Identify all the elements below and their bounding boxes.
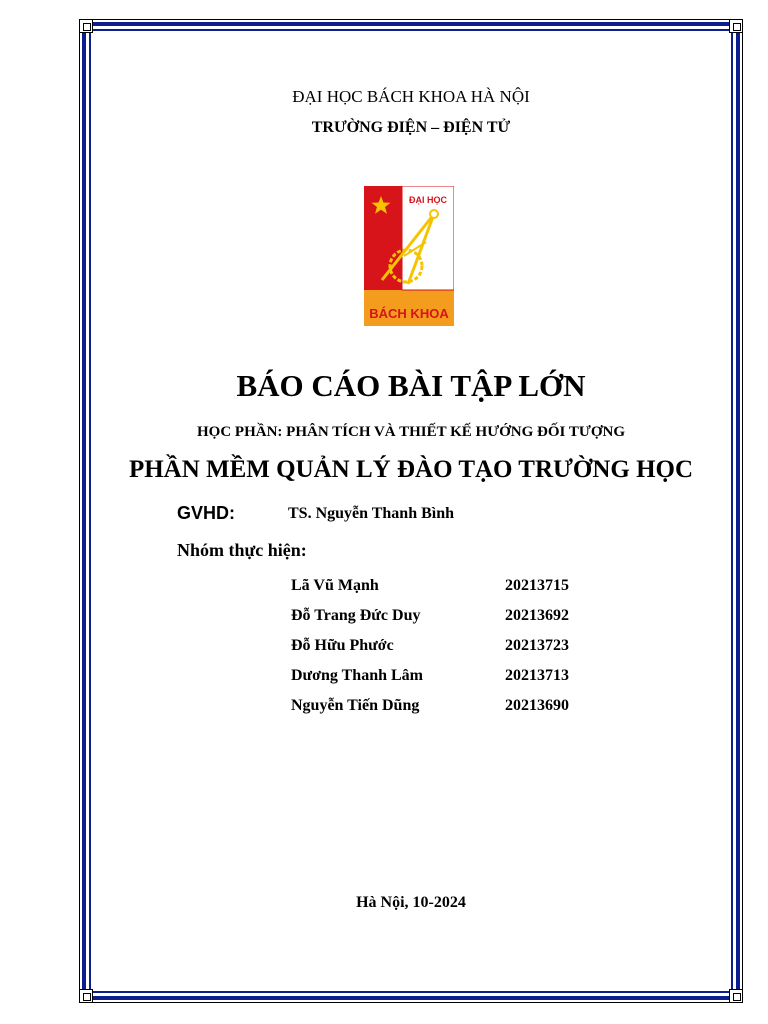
member-row bbox=[291, 697, 611, 719]
school-name: TRƯỜNG ĐIỆN – ĐIỆN TỬ bbox=[311, 119, 511, 136]
member-name: Đỗ Trang Đức Duy bbox=[291, 607, 421, 624]
supervisor-name: TS. Nguyễn Thanh Bình bbox=[288, 505, 455, 522]
border-corner-bottom-right bbox=[729, 989, 743, 1003]
member-name: Lã Vũ Mạnh bbox=[291, 577, 379, 594]
border-corner-top-left bbox=[79, 19, 93, 33]
member-row bbox=[291, 667, 611, 689]
member-id: 20213723 bbox=[505, 637, 569, 654]
place-date: Hà Nội, 10-2024 bbox=[356, 894, 466, 911]
member-row bbox=[291, 577, 611, 599]
member-id: 20213690 bbox=[505, 697, 569, 714]
project-title: PHẦN MỀM QUẢN LÝ ĐÀO TẠO TRƯỜNG HỌC bbox=[128, 456, 694, 483]
logo-bottom-text: BÁCH KHOA bbox=[369, 306, 449, 321]
member-id: 20213715 bbox=[505, 577, 569, 594]
group-label: Nhóm thực hiện: bbox=[177, 540, 307, 560]
member-row bbox=[291, 637, 611, 659]
member-row bbox=[291, 607, 611, 629]
university-name: ĐẠI HỌC BÁCH KHOA HÀ NỘI bbox=[292, 87, 530, 106]
member-id: 20213713 bbox=[505, 667, 569, 684]
border-corner-top-right bbox=[729, 19, 743, 33]
border-corner-bottom-left bbox=[79, 989, 93, 1003]
course-name: HỌC PHẦN: PHÂN TÍCH VÀ THIẾT KẾ HƯỚNG ĐỐI TƯỢNG bbox=[197, 424, 625, 440]
report-title: BÁO CÁO BÀI TẬP LỚN bbox=[236, 368, 586, 403]
member-name: Đỗ Hữu Phước bbox=[291, 637, 394, 654]
hust-logo bbox=[364, 186, 454, 326]
member-name: Nguyễn Tiến Dũng bbox=[291, 697, 420, 714]
logo-top-text: ĐẠI HỌC bbox=[409, 195, 447, 205]
member-name: Dương Thanh Lâm bbox=[291, 667, 423, 684]
member-id: 20213692 bbox=[505, 607, 569, 624]
supervisor-label: GVHD: bbox=[177, 503, 235, 523]
